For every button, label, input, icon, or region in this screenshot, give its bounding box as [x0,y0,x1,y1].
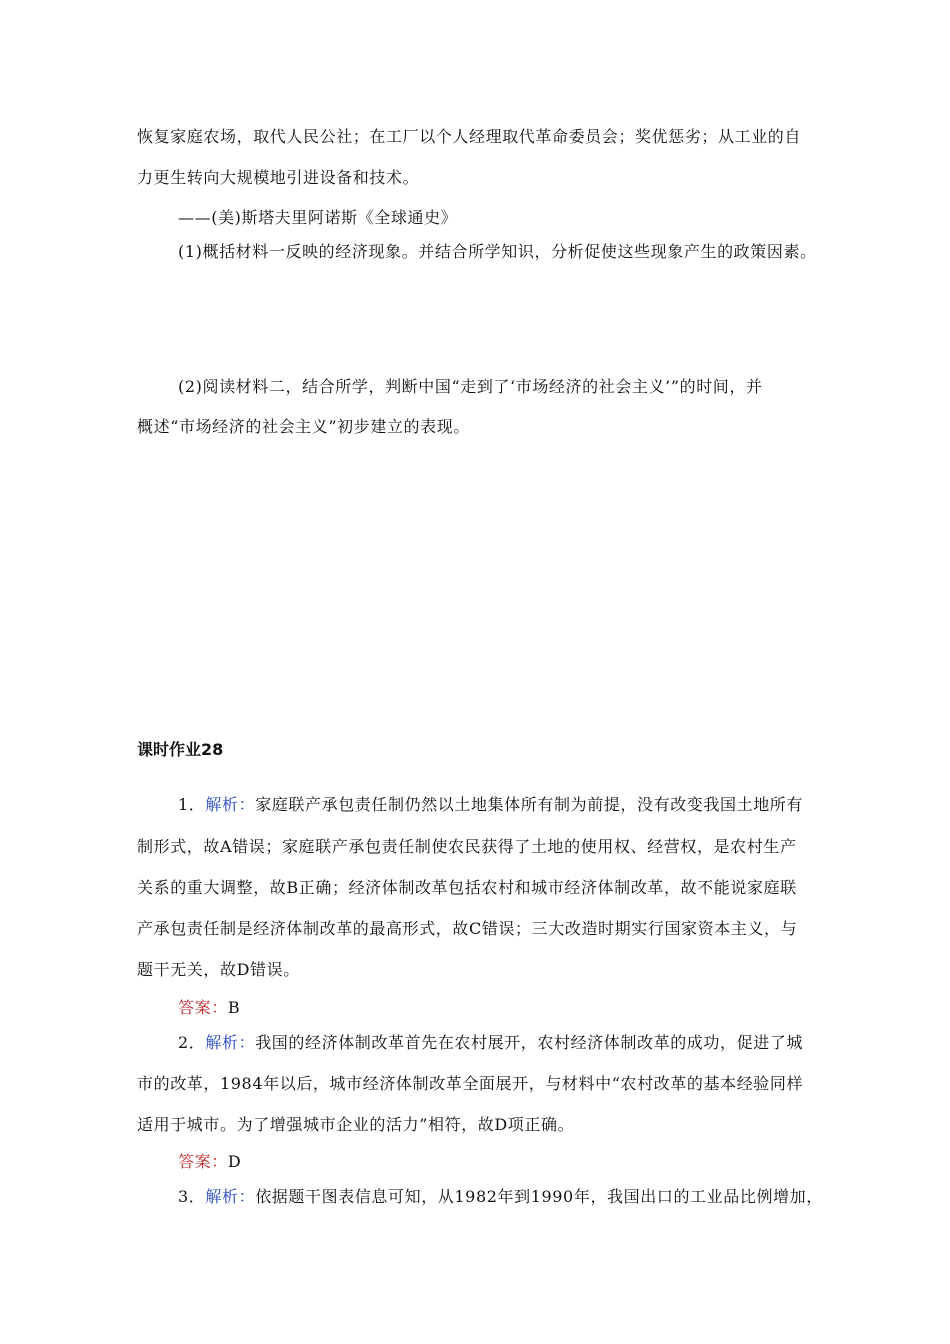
jiexi-label: 解析： [205,1033,256,1052]
item-1-line-4: 产承包责任制是经济体制改革的最高形式，故C错误；三大改造时期实行国家资本主义，与 [137,919,798,938]
answer-value: D [227,1152,242,1171]
item-text: 我国的经济体制改革首先在农村展开，农村经济体制改革的成功，促进了城 [255,1033,804,1052]
item-number: 1． [178,795,206,814]
item-2-line-1 [178,1032,818,1054]
item-1-line-3: 关系的重大调整，故B正确；经济体制改革包括农村和城市经济体制改革，故不能说家庭联 [137,878,797,897]
jiexi-label: 解析： [205,1187,256,1206]
daan-label: 答案： [178,998,228,1017]
jiexi-label: 解析： [205,795,256,814]
item-1-line-5: 题干无关，故D错误。 [137,960,300,979]
answer-value: B [227,998,241,1017]
question-2-line-2: 概述“市场经济的社会主义”初步建立的表现。 [137,417,470,436]
item-1-line-1 [178,794,818,816]
question-1: (1)概括材料一反映的经济现象。并结合所学知识，分析促使这些现象产生的政策因素。 [178,242,817,261]
item-text: 依据题干图表信息可知，从1982年到1990年，我国出口的工业品比例增加， [255,1187,823,1206]
daan-label: 答案： [178,1152,228,1171]
material-source: ——(美)斯塔夫里阿诺斯《全球通史》 [178,208,458,227]
item-text: 家庭联产承包责任制仍然以土地集体所有制为前提，没有改变我国土地所有 [255,795,804,814]
material-line-2: 力更生转向大规模地引进设备和技术。 [137,168,420,187]
item-number: 2． [178,1033,206,1052]
item-2-line-2: 市的改革，1984年以后，城市经济体制改革全面展开，与材料中“农村改革的基本经验同样 [137,1074,804,1093]
section-heading: 课时作业28 [137,740,224,759]
item-1-line-2: 制形式，故A错误；家庭联产承包责任制使农民获得了土地的使用权、经营权，是农村生产 [137,837,797,856]
item-1-answer [178,997,818,1019]
item-2-line-3: 适用于城市。为了增强城市企业的活力”相符，故D项正确。 [137,1115,575,1134]
item-3-line-1 [178,1186,823,1208]
item-number: 3． [178,1187,206,1206]
item-2-answer [178,1151,818,1173]
material-line-1: 恢复家庭农场，取代人民公社；在工厂以个人经理取代革命委员会；奖优惩劣；从工业的自 [137,127,802,146]
question-2-line-1: (2)阅读材料二，结合所学，判断中国“走到了‘市场经济的社会主义’”的时间，并 [178,377,763,396]
